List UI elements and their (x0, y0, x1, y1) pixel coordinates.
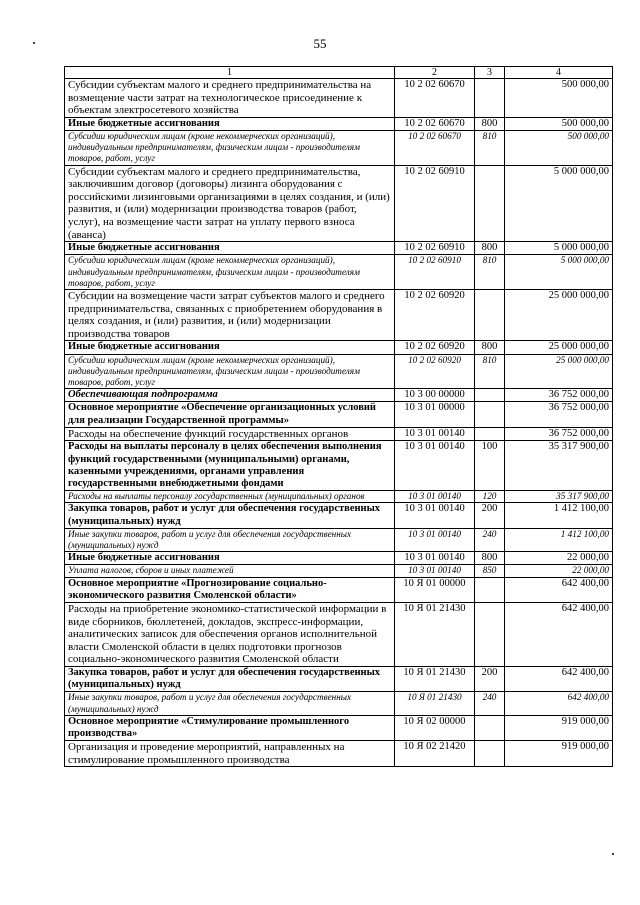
item-name-cell: Субсидии юридическим лицам (кроме некоммерческих организаций), индивидуальным предпринимателям, физическим лицам - производителям товаров, работ, услуг (65, 354, 395, 389)
target-code-cell: 10 2 02 60920 (395, 341, 475, 354)
expense-type-cell: 810 (475, 354, 505, 389)
item-name-cell: Уплата налогов, сборов и иных платежей (65, 565, 395, 577)
item-name-cell: Основное мероприятие «Стимулирование промышленного производства» (65, 715, 395, 740)
table-row (65, 552, 613, 565)
table-row (65, 130, 613, 165)
target-code-cell: 10 2 02 60670 (395, 130, 475, 165)
expense-type-cell: 800 (475, 341, 505, 354)
amount-cell: 25 000 000,00 (505, 289, 613, 340)
column-header-4: 4 (505, 67, 613, 79)
amount-cell: 500 000,00 (505, 130, 613, 165)
expense-type-cell (475, 577, 505, 602)
expense-type-cell: 800 (475, 242, 505, 255)
item-name-cell: Иные бюджетные ассигнования (65, 341, 395, 354)
table-row (65, 79, 613, 118)
item-name-cell: Расходы на выплаты персоналу государственных (муниципальных) органов (65, 491, 395, 503)
item-name-cell: Организация и проведение мероприятий, направленных на стимулирование промышленного производства (65, 741, 395, 767)
expense-type-cell (475, 603, 505, 667)
amount-cell: 35 317 900,00 (505, 441, 613, 491)
item-name-cell: Закупка товаров, работ и услуг для обеспечения государственных (муниципальных) нужд (65, 666, 395, 691)
scan-speck (612, 853, 614, 855)
expense-type-cell: 240 (475, 692, 505, 715)
item-name-cell: Основное мероприятие «Обеспечение организационных условий для реализации Государственной программы» (65, 402, 395, 427)
target-code-cell: 10 3 01 00140 (395, 491, 475, 503)
target-code-cell: 10 3 01 00000 (395, 402, 475, 427)
amount-cell: 36 752 000,00 (505, 427, 613, 441)
expense-type-cell: 200 (475, 503, 505, 528)
expense-type-cell (475, 741, 505, 767)
target-code-cell: 10 Я 01 21430 (395, 666, 475, 691)
table-row (65, 402, 613, 427)
amount-cell: 642 400,00 (505, 577, 613, 602)
table-row (65, 427, 613, 441)
expense-type-cell (475, 165, 505, 242)
target-code-cell: 10 Я 01 00000 (395, 577, 475, 602)
expense-type-cell (475, 427, 505, 441)
amount-cell: 22 000,00 (505, 552, 613, 565)
table-row (65, 565, 613, 577)
expense-type-cell: 200 (475, 666, 505, 691)
item-name-cell: Субсидии юридическим лицам (кроме некоммерческих организаций), индивидуальным предпринимателям, физическим лицам - производителям товаров, работ, услуг (65, 255, 395, 290)
item-name-cell: Расходы на приобретение экономико-статистической информации в виде сборников, бюллетеней, докладов, экспресс-информации, аналитических записок для обеспечения органов исполнительной власти Смоленской области в целях подготовки прогнозов социально-экономического развития Смоленской области (65, 603, 395, 667)
amount-cell: 5 000 000,00 (505, 242, 613, 255)
column-header-3: 3 (475, 67, 505, 79)
expense-type-cell: 810 (475, 255, 505, 290)
item-name-cell: Субсидии юридическим лицам (кроме некоммерческих организаций), индивидуальным предпринимателям, физическим лицам - производителям товаров, работ, услуг (65, 130, 395, 165)
item-name-cell: Закупка товаров, работ и услуг для обеспечения государственных (муниципальных) нужд (65, 503, 395, 528)
target-code-cell: 10 2 02 60670 (395, 117, 475, 130)
amount-cell: 642 400,00 (505, 692, 613, 715)
table-row (65, 165, 613, 242)
item-name-cell: Обеспечивающая подпрограмма (65, 389, 395, 402)
target-code-cell: 10 2 02 60920 (395, 354, 475, 389)
expense-type-cell (475, 389, 505, 402)
expense-type-cell: 800 (475, 552, 505, 565)
item-name-cell: Расходы на выплаты персоналу в целях обеспечения выполнения функций государственными (муниципальными) органами, казенными учреждениями, органами управления государственными внебюджетными фондами (65, 441, 395, 491)
table-row (65, 692, 613, 715)
target-code-cell: 10 2 02 60920 (395, 289, 475, 340)
table-row (65, 242, 613, 255)
table-row (65, 715, 613, 740)
amount-cell: 500 000,00 (505, 79, 613, 118)
target-code-cell: 10 2 02 60910 (395, 242, 475, 255)
item-name-cell: Расходы на обеспечение функций государственных органов (65, 427, 395, 441)
item-name-cell: Субсидии субъектам малого и среднего предпринимательства на возмещение части затрат на технологическое присоединение к объектам электросетевого хозяйства (65, 79, 395, 118)
target-code-cell: 10 Я 02 00000 (395, 715, 475, 740)
item-name-cell: Иные бюджетные ассигнования (65, 117, 395, 130)
amount-cell: 25 000 000,00 (505, 354, 613, 389)
amount-cell: 642 400,00 (505, 603, 613, 667)
table-row (65, 441, 613, 491)
item-name-cell: Субсидии субъектам малого и среднего предпринимательства, заключившим договор (договоры) лизинга оборудования с российскими лизинговыми организациями в целях создания, и (или) развития, и (или) модернизации производства товаров (работ, услуг), на возмещение части затрат на уплату первого взноса (аванса) (65, 165, 395, 242)
item-name-cell: Иные закупки товаров, работ и услуг для обеспечения государственных (муниципальных) нужд (65, 692, 395, 715)
amount-cell: 5 000 000,00 (505, 255, 613, 290)
target-code-cell: 10 3 01 00140 (395, 427, 475, 441)
target-code-cell: 10 3 01 00140 (395, 441, 475, 491)
amount-cell: 5 000 000,00 (505, 165, 613, 242)
table-row (65, 491, 613, 503)
table-row (65, 389, 613, 402)
target-code-cell: 10 2 02 60910 (395, 255, 475, 290)
table-row (65, 503, 613, 528)
item-name-cell: Субсидии на возмещение части затрат субъектов малого и среднего предпринимательства, связанных с приобретением оборудования в целях создания, и (или) развития, и (или) модернизации производства товаров (65, 289, 395, 340)
table-row (65, 666, 613, 691)
expense-type-cell (475, 289, 505, 340)
amount-cell: 22 000,00 (505, 565, 613, 577)
target-code-cell: 10 3 01 00140 (395, 528, 475, 551)
expense-type-cell: 810 (475, 130, 505, 165)
target-code-cell: 10 3 01 00140 (395, 503, 475, 528)
amount-cell: 1 412 100,00 (505, 528, 613, 551)
column-header-1: 1 (65, 67, 395, 79)
target-code-cell: 10 Я 01 21430 (395, 603, 475, 667)
item-name-cell: Иные закупки товаров, работ и услуг для обеспечения государственных (муниципальных) нужд (65, 528, 395, 551)
amount-cell: 1 412 100,00 (505, 503, 613, 528)
amount-cell: 500 000,00 (505, 117, 613, 130)
table-row (65, 255, 613, 290)
expense-type-cell: 100 (475, 441, 505, 491)
item-name-cell: Иные бюджетные ассигнования (65, 552, 395, 565)
target-code-cell: 10 3 01 00140 (395, 565, 475, 577)
target-code-cell: 10 2 02 60910 (395, 165, 475, 242)
table-row (65, 577, 613, 602)
expense-type-cell (475, 715, 505, 740)
amount-cell: 36 752 000,00 (505, 389, 613, 402)
budget-table (64, 66, 613, 767)
table-row (65, 528, 613, 551)
amount-cell: 35 317 900,00 (505, 491, 613, 503)
target-code-cell: 10 2 02 60670 (395, 79, 475, 118)
item-name-cell: Основное мероприятие «Прогнозирование социально-экономического развития Смоленской области» (65, 577, 395, 602)
expense-type-cell (475, 79, 505, 118)
table-row (65, 741, 613, 767)
table-row (65, 117, 613, 130)
target-code-cell: 10 Я 01 21430 (395, 692, 475, 715)
table-row (65, 354, 613, 389)
target-code-cell: 10 3 01 00140 (395, 552, 475, 565)
expense-type-cell: 800 (475, 117, 505, 130)
expense-type-cell: 120 (475, 491, 505, 503)
amount-cell: 919 000,00 (505, 741, 613, 767)
amount-cell: 642 400,00 (505, 666, 613, 691)
page-number: 55 (313, 36, 327, 51)
item-name-cell: Иные бюджетные ассигнования (65, 242, 395, 255)
table-header-row (65, 67, 613, 79)
amount-cell: 25 000 000,00 (505, 341, 613, 354)
table-row (65, 341, 613, 354)
target-code-cell: 10 3 00 00000 (395, 389, 475, 402)
amount-cell: 36 752 000,00 (505, 402, 613, 427)
table-row (65, 603, 613, 667)
expense-type-cell: 850 (475, 565, 505, 577)
expense-type-cell (475, 402, 505, 427)
column-header-2: 2 (395, 67, 475, 79)
expense-type-cell: 240 (475, 528, 505, 551)
target-code-cell: 10 Я 02 21420 (395, 741, 475, 767)
amount-cell: 919 000,00 (505, 715, 613, 740)
table-row (65, 289, 613, 340)
